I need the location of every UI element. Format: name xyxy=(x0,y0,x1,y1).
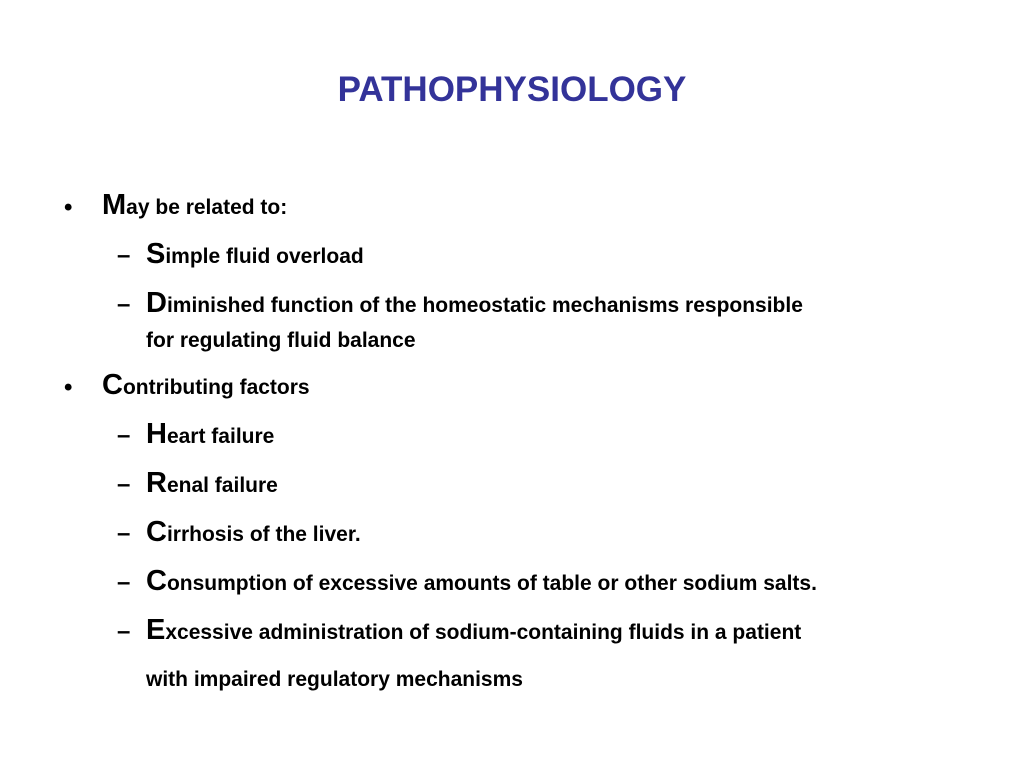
item-text: imple fluid overload xyxy=(165,245,364,268)
dash-marker: – xyxy=(117,520,131,547)
dash-marker: – xyxy=(117,569,131,596)
sub-bullet-item xyxy=(146,616,801,645)
initial-letter: C xyxy=(102,369,123,401)
slide-title: PATHOPHYSIOLOGY xyxy=(337,70,687,109)
dash-marker: – xyxy=(117,471,131,498)
sub-bullet-item xyxy=(146,420,274,449)
item-text: onsumption of excessive amounts of table or other sodium salts. xyxy=(166,572,817,595)
sub-bullet-item xyxy=(146,469,278,498)
dash-marker: – xyxy=(117,242,131,269)
bullet-item xyxy=(102,191,287,220)
sub-bullet-item xyxy=(146,518,361,547)
initial-letter: C xyxy=(146,565,167,597)
bullet-item xyxy=(102,371,310,400)
item-continuation: with impaired regulatory mechanisms xyxy=(146,668,523,691)
sub-bullet-item xyxy=(146,567,817,596)
bullet-marker: • xyxy=(64,374,73,401)
sub-bullet-item xyxy=(146,289,803,318)
initial-letter: D xyxy=(146,287,167,319)
initial-letter: C xyxy=(146,516,167,548)
item-text: enal failure xyxy=(166,474,278,497)
item-text: irrhosis of the liver. xyxy=(166,523,361,546)
dash-marker: – xyxy=(117,291,131,318)
bullet-marker: • xyxy=(64,194,73,221)
item-text: ontributing factors xyxy=(122,376,310,399)
initial-letter: S xyxy=(146,238,166,270)
dash-marker: – xyxy=(117,422,131,449)
initial-letter: M xyxy=(102,189,127,221)
initial-letter: E xyxy=(146,614,166,646)
dash-marker: – xyxy=(117,618,131,645)
initial-letter: H xyxy=(146,418,167,450)
item-text: xcessive administration of sodium-containing fluids in a patient xyxy=(165,621,802,644)
item-text: ay be related to: xyxy=(126,196,288,219)
item-text: eart failure xyxy=(166,425,275,448)
initial-letter: R xyxy=(146,467,167,499)
sub-bullet-item xyxy=(146,240,364,269)
item-continuation: for regulating fluid balance xyxy=(146,329,416,352)
item-text: iminished function of the homeostatic mechanisms responsible xyxy=(166,294,803,317)
